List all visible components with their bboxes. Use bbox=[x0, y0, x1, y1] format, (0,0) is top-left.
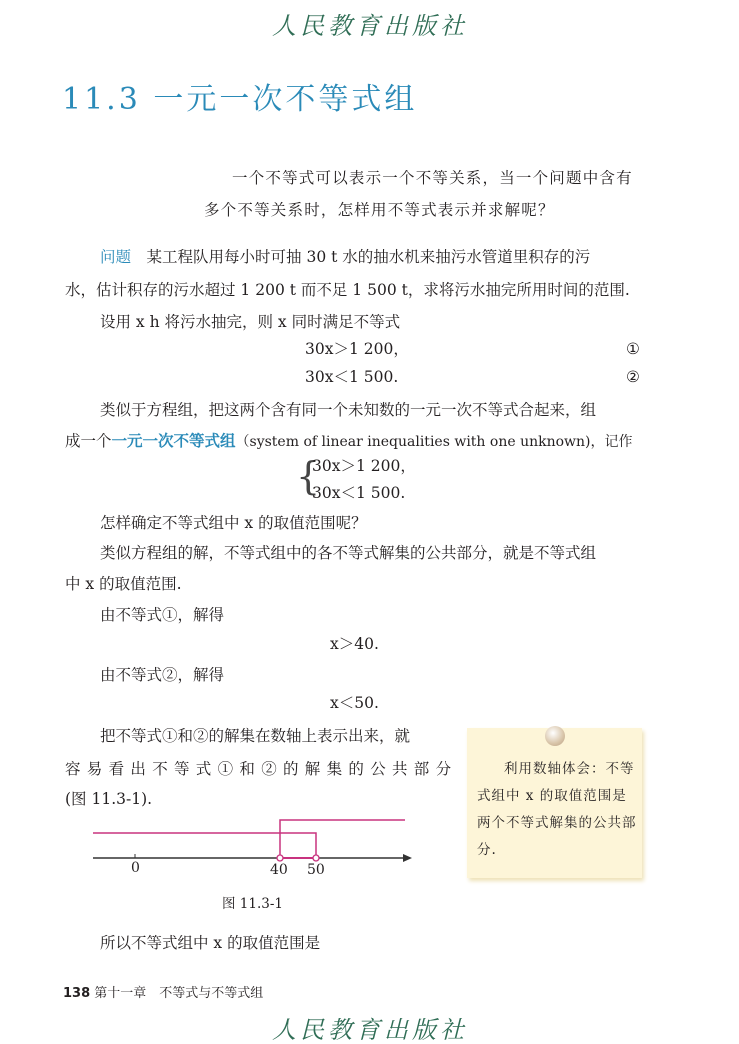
paragraph: 由不等式②，解得 bbox=[100, 666, 225, 684]
chapter-title: 第十一章 不等式与不等式组 bbox=[94, 986, 264, 1001]
paragraph: 容易看出不等式①和②的解集的公共部分 bbox=[65, 760, 458, 778]
paragraph: 类似方程组的解，不等式组中的各不等式解集的公共部分，就是不等式组 bbox=[100, 544, 597, 562]
tick-label: 0 bbox=[131, 860, 140, 876]
problem-label: 问题 bbox=[100, 248, 132, 266]
paragraph: 所以不等式组中 x 的取值范围是 bbox=[100, 934, 321, 952]
problem-line: 水，估计积存的污水超过 1 200 t 而不足 1 500 t，求将污水抽完所用时间的范围. bbox=[65, 281, 630, 299]
figure-caption: 图 11.3-1 bbox=[222, 896, 284, 912]
paragraph: 中 x 的取值范围. bbox=[65, 575, 182, 593]
axis-arrow-icon bbox=[403, 854, 412, 862]
paragraph: 把不等式①和②的解集在数轴上表示出来，就 bbox=[100, 727, 411, 745]
problem-text: 某工程队用每小时可抽 30 t 水的抽水机来抽污水管道里积存的污 bbox=[146, 248, 591, 266]
pin-icon bbox=[545, 726, 565, 746]
paragraph: 类似于方程组，把这两个含有同一个未知数的一元一次不等式合起来，组 bbox=[100, 401, 597, 419]
paragraph: 由不等式①，解得 bbox=[100, 606, 225, 624]
page-footer bbox=[63, 982, 263, 1001]
inequality-1-mark: ① bbox=[626, 340, 640, 358]
inequality-2-mark: ② bbox=[626, 368, 640, 386]
publisher-logo: 人民教育出版社 bbox=[272, 12, 468, 40]
system-line: 30x＜1 500. bbox=[312, 484, 406, 502]
text: （system of linear inequalities with one unknown)，记作 bbox=[235, 434, 633, 450]
paragraph: (图 11.3-1). bbox=[65, 790, 153, 808]
intro-line: 多个不等关系时，怎样用不等式表示并求解呢？ bbox=[204, 201, 555, 219]
note-text: 利用数轴体会：不等式组中 x 的取值范围是两个不等式解集的公共部分. bbox=[477, 761, 637, 858]
intro-line: 一个不等式可以表示一个不等关系，当一个问题中含有 bbox=[232, 169, 633, 187]
key-term: 一元一次不等式组 bbox=[111, 431, 236, 450]
publisher-logo: 人民教育出版社 bbox=[272, 1016, 468, 1044]
solution-x-lt-50 bbox=[93, 833, 316, 858]
system-line: 30x＞1 200， bbox=[312, 457, 416, 475]
tick-label: 50 bbox=[307, 862, 325, 878]
result-2: x＜50. bbox=[330, 694, 379, 712]
open-point-50 bbox=[313, 855, 319, 861]
section-title: 11.3 一元一次不等式组 bbox=[62, 82, 418, 117]
brace: { bbox=[296, 454, 321, 498]
paragraph: 设用 x h 将污水抽完，则 x 同时满足不等式 bbox=[100, 313, 401, 331]
page-number: 138 bbox=[63, 986, 91, 1001]
inequality-2: 30x＜1 500. bbox=[305, 368, 399, 386]
text: 成一个 bbox=[65, 432, 112, 450]
paragraph: 怎样确定不等式组中 x 的取值范围呢？ bbox=[100, 514, 367, 532]
solution-x-gt-40 bbox=[280, 820, 405, 858]
result-1: x＞40. bbox=[330, 635, 379, 653]
inequality-1: 30x＞1 200， bbox=[305, 340, 409, 358]
side-note bbox=[467, 728, 642, 878]
tick-label: 40 bbox=[270, 862, 288, 878]
open-point-40 bbox=[277, 855, 283, 861]
